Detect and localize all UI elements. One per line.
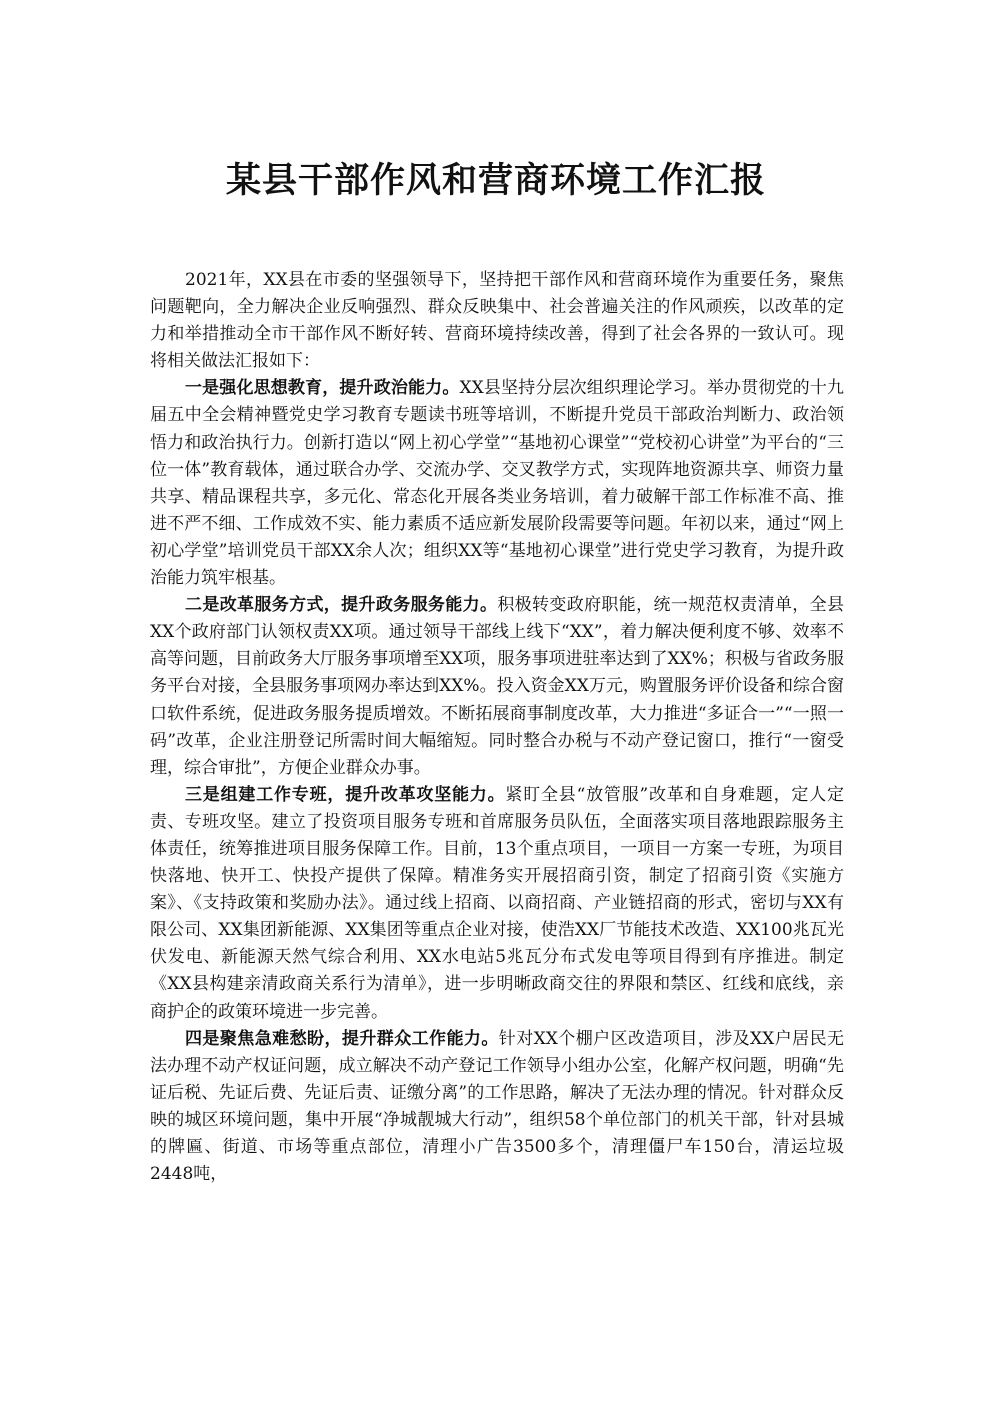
paragraph-lead: 二是改革服务方式，提升政务服务能力。 <box>185 595 498 616</box>
paragraph-political-ability <box>150 375 844 592</box>
paragraph-intro <box>150 267 844 375</box>
paragraph-government-service <box>150 592 844 782</box>
paragraph-text: 针对XX个棚户区改造项目，涉及XX户居民无法办理不动产权证问题，成立解决不动产登记工作领导小组办公室，化解产权问题，明确“先证后税、先证后费、先证后责、证缴分离”的工作思路，解决了无法办理的情况。针对群众反映的城区环境问题，集中开展“净城靓城大行动”，组织58个单位部门的机关干部，针对县城的牌匾、街道、市场等重点部位，清理小广告3500多个，清理僵尸车150台，清运垃圾2448吨， <box>150 1028 844 1185</box>
paragraph-text: 紧盯全县“放管服”改革和自身难题，定人定责、专班攻坚。建立了投资项目服务专班和首席服务员队伍，全面落实项目落地跟踪服务主体责任，统筹推进项目服务保障工作。目前，13个重点项目，一项目一方案一专班，为项目快落地、快开工、快投产提供了保障。精准务实开展招商引资，制定了招商引资《实施方案》、《支持政策和奖励办法》。通过线上招商、以商招商、产业链招商的形式，密切与XX有限公司、XX集团新能源、XX集团等重点企业对接，使浩XX厂节能技术改造、XX100兆瓦光伏发电、新能源天然气综合利用、XX水电站5兆瓦分布式发电等项目得到有序推进。制定《XX县构建亲清政商关系行为清单》，进一步明晰政商交往的界限和禁区、红线和底线，亲商护企的政策环境进一步完善。 <box>150 784 844 1022</box>
document-title: 某县干部作风和营商环境工作汇报 <box>225 160 766 201</box>
paragraph-text: 2021年，XX县在市委的坚强领导下，坚持把干部作风和营商环境作为重要任务，聚焦问题靶向，全力解决企业反响强烈、群众反映集中、社会普遍关注的作风顽疾，以改革的定力和举措推动全市干部作风不断好转、营商环境持续改善，得到了社会各界的一致认可。现将相关做法汇报如下： <box>150 270 844 372</box>
paragraph-text: 积极转变政府职能，统一规范权责清单，全县XX个政府部门认领权责XX项。通过领导干部线上线下“XX”，着力解决便利度不够、效率不高等问题，目前政务大厅服务事项增至XX项，服务事项进驻率达到了XX%；积极与省政务服务平台对接，全县服务事项网办率达到XX%。投入资金XX万元，购置服务评价设备和综合窗口软件系统，促进政务服务提质增效。不断拓展商事制度改革，大力推进“多证合一”“一照一码”改革，企业注册登记所需时间大幅缩短。同时整合办税与不动产登记窗口，推行“一窗受理，综合审批”，方便企业群众办事。 <box>150 595 845 778</box>
paragraph-lead: 一是强化思想教育，提升政治能力。 <box>185 378 460 399</box>
paragraph-text: XX县坚持分层次组织理论学习。举办贯彻党的十九届五中全会精神暨党史学习教育专题读书班等培训，不断提升党员干部政治判断力、政治领悟力和政治执行力。创新打造以“网上初心学堂”“基地初心课堂”“党校初心讲堂”为平台的“三位一体”教育载体，通过联合办学、交流办学、交叉教学方式，实现阵地资源共享、师资力量共享、精品课程共享，多元化、常态化开展各类业务培训，着力破解干部工作标准不高、推进不严不细、工作成效不实、能力素质不适应新发展阶段需要等问题。年初以来，通过“网上初心学堂”培训党员干部XX余人次；组织XX等“基地初心课堂”进行党史学习教育，为提升政治能力筑牢根基。 <box>150 378 844 589</box>
paragraph-lead: 四是聚焦急难愁盼，提升群众工作能力。 <box>185 1028 499 1049</box>
document-body <box>150 267 844 1188</box>
paragraph-lead: 三是组建工作专班，提升改革攻坚能力。 <box>185 784 506 805</box>
paragraph-public-work <box>150 1026 844 1189</box>
paragraph-reform-task-force <box>150 782 844 1026</box>
